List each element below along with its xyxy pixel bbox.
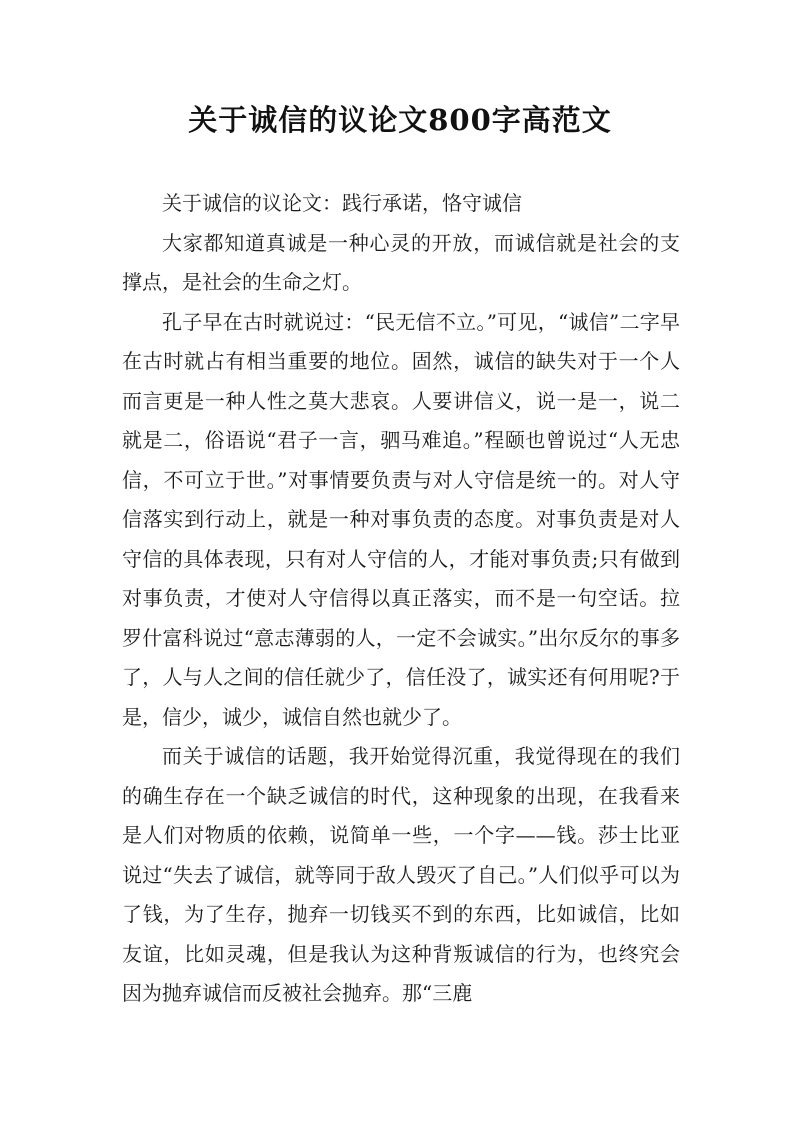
document-title: 关于诚信的议论文800字高范文 (188, 103, 612, 137)
subtitle-paragraph: 关于诚信的议论文：践行承诺，恪守诚信 (162, 191, 522, 215)
body-paragraph: 而关于诚信的话题，我开始觉得沉重，我觉得现在的我们的确生存在一个缺乏诚信的时代，这种现象的出现，在我看来是人们对物质的依赖，说简单一些，一个字——钱。莎士比亚说过“失去了诚信，就等同于敌人毁灭了自己。”人们似乎可以为了钱，为了生存，抛弃一切钱买不到的东西，比如诚信，比如友谊，比如灵魂，但是我认为这种背叛诚信的行为，也终究会因为抛弃诚信而反被社会抛弃。那“三鹿 (122, 744, 680, 1005)
document-body (122, 184, 680, 1014)
body-paragraph: 孔子早在古时就说过：“民无信不立。”可见，“诚信”二字早在古时就占有相当重要的地位。固然，诚信的缺失对于一个人而言更是一种人性之莫大悲哀。人要讲信义，说一是一，说二就是二，俗语说“君子一言，驷马难追。”程颐也曾说过“人无忠信，不可立于世。”对事情要负责与对人守信是统一的。对人守信落实到行动上，就是一种对事负责的态度。对事负责是对人守信的具体表现，只有对人守信的人，才能对事负责;只有做到对事负责，才使对人守信得以真正落实，而不是一句空话。拉罗什富科说过“意志薄弱的人，一定不会诚实。”出尔反尔的事多了，人与人之间的信任就少了，信任没了，诚实还有何用呢?于是，信少，诚少，诚信自然也就少了。 (122, 309, 680, 729)
intro-paragraph: 大家都知道真诚是一种心灵的开放，而诚信就是社会的支撑点，是社会的生命之灯。 (122, 230, 680, 294)
